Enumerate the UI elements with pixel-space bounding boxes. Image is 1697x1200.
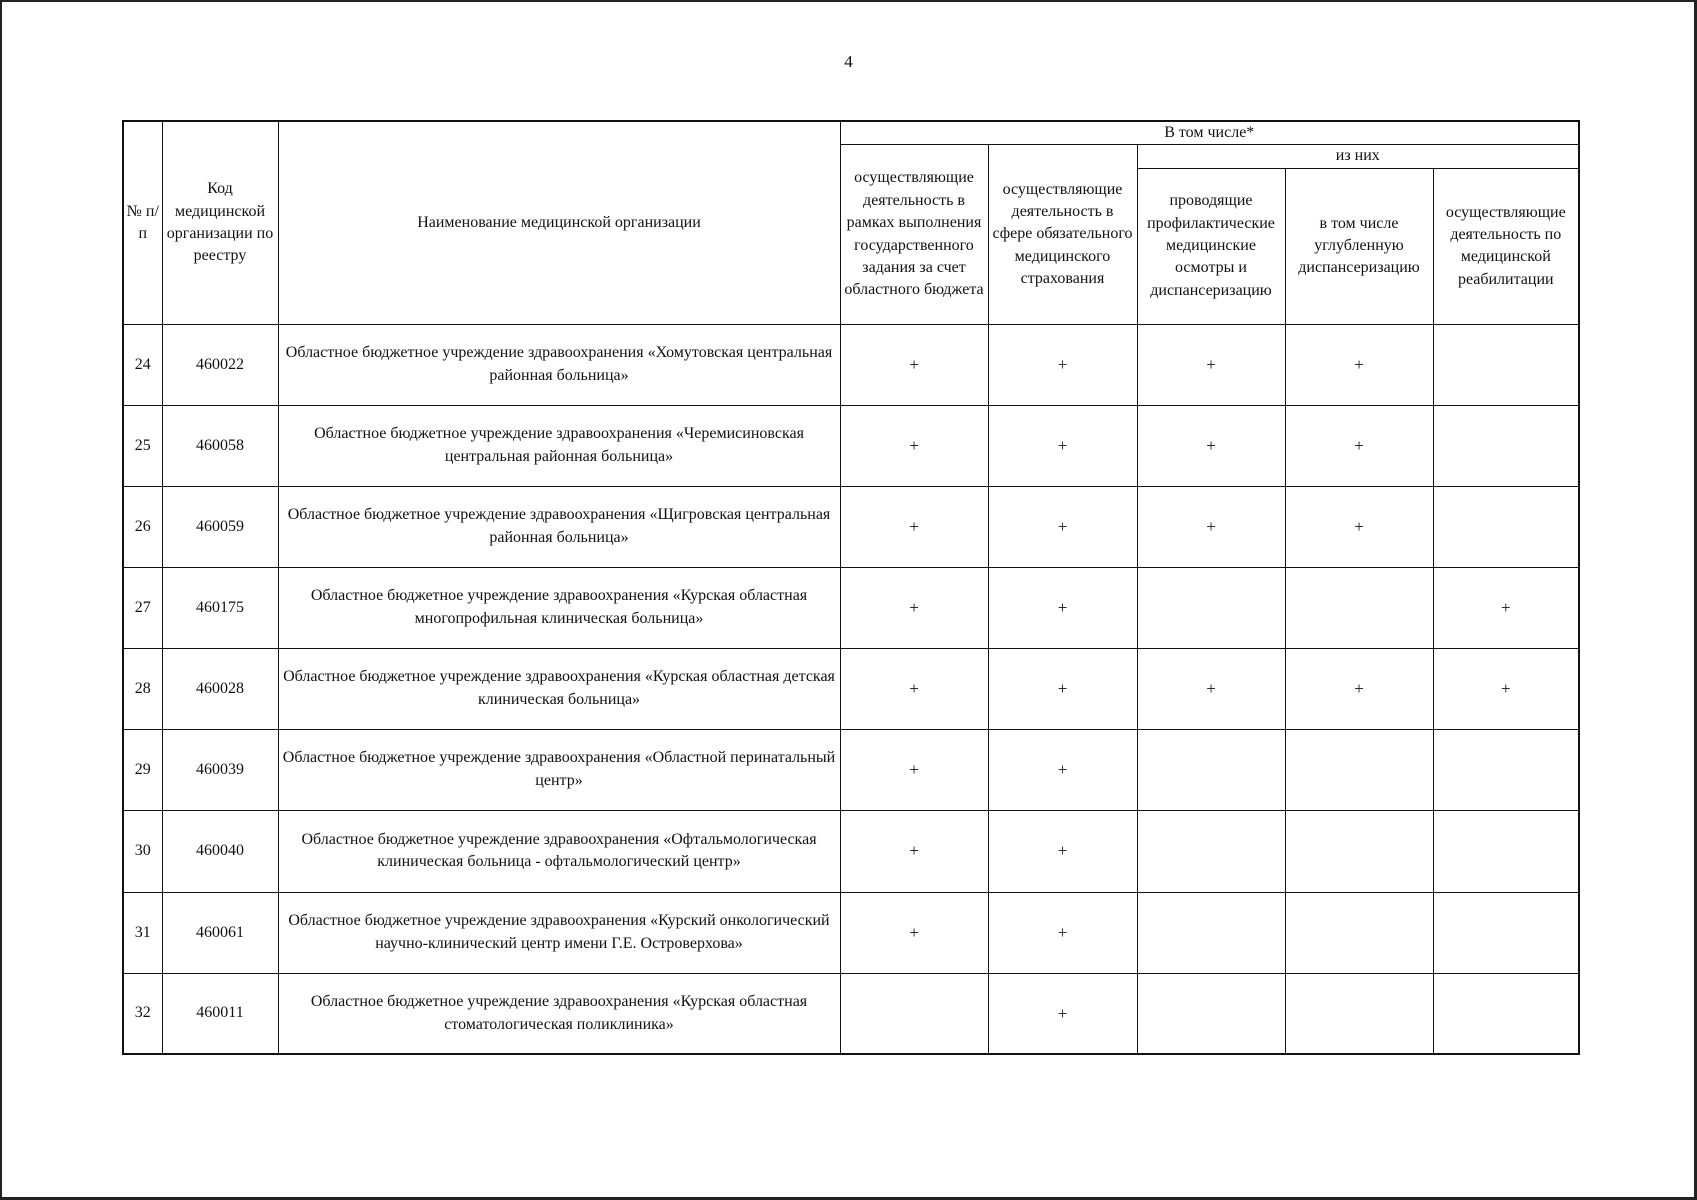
table-row [123,729,1579,810]
header-prof: проводящие профилактические медицинские осмотры и диспансеризацию [1137,168,1285,324]
header-num: № п/п [123,121,162,324]
row-num: 25 [123,405,162,486]
row-deep [1285,567,1433,648]
row-oms: + [988,973,1137,1054]
row-rehab: + [1433,567,1579,648]
row-name: Областное бюджетное учреждение здравоохранения «Щигровская центральная районная больница» [278,486,840,567]
row-oms: + [988,810,1137,892]
row-code: 460039 [162,729,278,810]
table-row [123,973,1579,1054]
row-prof [1137,729,1285,810]
row-budget: + [840,486,988,567]
row-oms: + [988,892,1137,973]
row-num: 26 [123,486,162,567]
row-code: 460040 [162,810,278,892]
row-budget: + [840,648,988,729]
row-prof: + [1137,648,1285,729]
row-budget: + [840,567,988,648]
row-name: Областное бюджетное учреждение здравоохранения «Черемисиновская центральная районная больница» [278,405,840,486]
table-row [123,567,1579,648]
row-prof: + [1137,324,1285,405]
header-rehab: осуществляющие деятельность по медицинской реабилитации [1433,168,1579,324]
table-row [123,405,1579,486]
row-budget: + [840,324,988,405]
row-name: Областное бюджетное учреждение здравоохранения «Курский онкологический научно-клинический центр имени Г.Е. Островерхова» [278,892,840,973]
row-prof [1137,810,1285,892]
row-prof [1137,892,1285,973]
row-code: 460061 [162,892,278,973]
row-oms: + [988,324,1137,405]
row-code: 460175 [162,567,278,648]
row-code: 460011 [162,973,278,1054]
row-deep: + [1285,405,1433,486]
row-code: 460059 [162,486,278,567]
header-budget: осуществляющие деятельность в рамках выполнения государственного задания за счет областного бюджета [840,145,988,324]
row-prof: + [1137,486,1285,567]
header-name: Наименование медицинской организации [278,121,840,324]
row-deep: + [1285,486,1433,567]
header-deep: в том числе углубленную диспансеризацию [1285,168,1433,324]
row-num: 30 [123,810,162,892]
row-deep: + [1285,324,1433,405]
page-number: 4 [844,52,853,71]
row-budget: + [840,405,988,486]
row-prof [1137,567,1285,648]
row-deep [1285,973,1433,1054]
row-rehab [1433,324,1579,405]
row-name: Областное бюджетное учреждение здравоохранения «Курская областная стоматологическая поликлиника» [278,973,840,1054]
row-name: Областное бюджетное учреждение здравоохранения «Курская областная многопрофильная клиническая больница» [278,567,840,648]
row-rehab [1433,810,1579,892]
row-code: 460058 [162,405,278,486]
row-rehab [1433,729,1579,810]
row-deep [1285,892,1433,973]
row-num: 31 [123,892,162,973]
row-deep [1285,729,1433,810]
organizations-table [122,120,1580,1055]
row-oms: + [988,729,1137,810]
row-rehab: + [1433,648,1579,729]
row-oms: + [988,567,1137,648]
row-code: 460028 [162,648,278,729]
table-row [123,486,1579,567]
table-row [123,810,1579,892]
row-oms: + [988,648,1137,729]
row-name: Областное бюджетное учреждение здравоохранения «Офтальмологическая клиническая больница - офтальмологический центр» [278,810,840,892]
row-num: 32 [123,973,162,1054]
row-budget [840,973,988,1054]
row-name: Областное бюджетное учреждение здравоохранения «Хомутовская центральная районная больница» [278,324,840,405]
row-rehab [1433,405,1579,486]
row-rehab [1433,486,1579,567]
row-rehab [1433,973,1579,1054]
table-row [123,648,1579,729]
header-of-them: из них [1137,145,1579,168]
row-name: Областное бюджетное учреждение здравоохранения «Областной перинатальный центр» [278,729,840,810]
row-oms: + [988,405,1137,486]
row-budget: + [840,729,988,810]
header-including: В том числе* [840,121,1579,145]
row-code: 460022 [162,324,278,405]
row-oms: + [988,486,1137,567]
row-prof: + [1137,405,1285,486]
row-deep: + [1285,648,1433,729]
header-oms: осуществляющие деятельность в сфере обязательного медицинского страхования [988,145,1137,324]
header-code: Код медицинской организации по реестру [162,121,278,324]
row-budget: + [840,810,988,892]
row-prof [1137,973,1285,1054]
row-budget: + [840,892,988,973]
row-num: 27 [123,567,162,648]
row-num: 28 [123,648,162,729]
table-row [123,324,1579,405]
table-row [123,892,1579,973]
row-name: Областное бюджетное учреждение здравоохранения «Курская областная детская клиническая больница» [278,648,840,729]
row-num: 24 [123,324,162,405]
row-rehab [1433,892,1579,973]
row-num: 29 [123,729,162,810]
row-deep [1285,810,1433,892]
